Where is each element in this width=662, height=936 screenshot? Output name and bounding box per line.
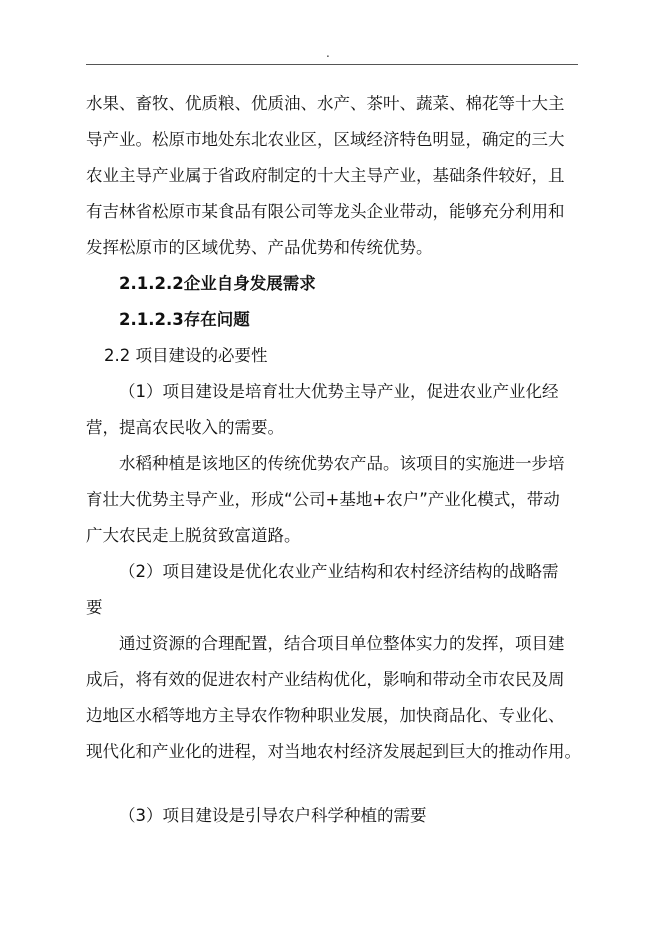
text-line: 水稻种植是该地区的传统优势农产品。该项目的实施进一步培 [119, 454, 565, 473]
paragraph-resource-allocation [86, 626, 586, 770]
heading-2-2 [104, 338, 604, 374]
text-line: （1）项目建设是培育壮大优势主导产业，促进农业产业化经 [119, 382, 559, 401]
text-line: （2）项目建设是优化农业产业结构和农村经济结构的战略需 [119, 562, 559, 581]
text-line: 农业主导产业属于省政府制定的十大主导产业，基础条件较好，且 [86, 166, 565, 185]
text-line: 有吉林省松原市某食品有限公司等龙头企业带动，能够充分利用和 [86, 202, 565, 221]
header-mark: . [326, 46, 330, 60]
heading-2-1-2-3 [86, 302, 586, 338]
paragraph-necessity-3 [86, 798, 586, 834]
text-line: 水果、畜牧、优质粮、优质油、水产、茶叶、蔬菜、棉花等十大主 [86, 94, 565, 113]
paragraph-necessity-1 [86, 374, 586, 446]
text-line: 育壮大优势主导产业，形成“公司+基地+农户”产业化模式，带动 [86, 490, 560, 509]
text-line: 广大农民走上脱贫致富道路。 [86, 526, 301, 545]
text-line: 成后，将有效的促进农村产业结构优化，影响和带动全市农民及周 [86, 670, 565, 689]
text-line: （3）项目建设是引导农户科学种植的需要 [119, 806, 427, 825]
text-line: 现代化和产业化的进程，对当地农村经济发展起到巨大的推动作用。 [86, 742, 581, 761]
text-line: 发挥松原市的区域优势、产品优势和传统优势。 [86, 238, 433, 257]
paragraph-rice-planting [86, 446, 586, 554]
heading-text: 2.2 项目建设的必要性 [104, 346, 268, 365]
header-rule [86, 64, 578, 65]
heading-2-1-2-2 [86, 266, 586, 302]
text-line: 导产业。松原市地处东北农业区，区域经济特色明显，确定的三大 [86, 130, 565, 149]
text-line: 边地区水稻等地方主导农作物种职业发展，加快商品化、专业化、 [86, 706, 565, 725]
heading-text: 2.1.2.2企业自身发展需求 [119, 274, 316, 293]
text-line: 营，提高农民收入的需要。 [86, 418, 284, 437]
paragraph-necessity-2 [86, 554, 586, 626]
text-line: 通过资源的合理配置，结合项目单位整体实力的发挥，项目建 [119, 634, 565, 653]
paragraph-industry-overview [86, 86, 586, 266]
heading-text: 2.1.2.3存在问题 [119, 310, 250, 329]
text-line: 要 [86, 598, 103, 617]
